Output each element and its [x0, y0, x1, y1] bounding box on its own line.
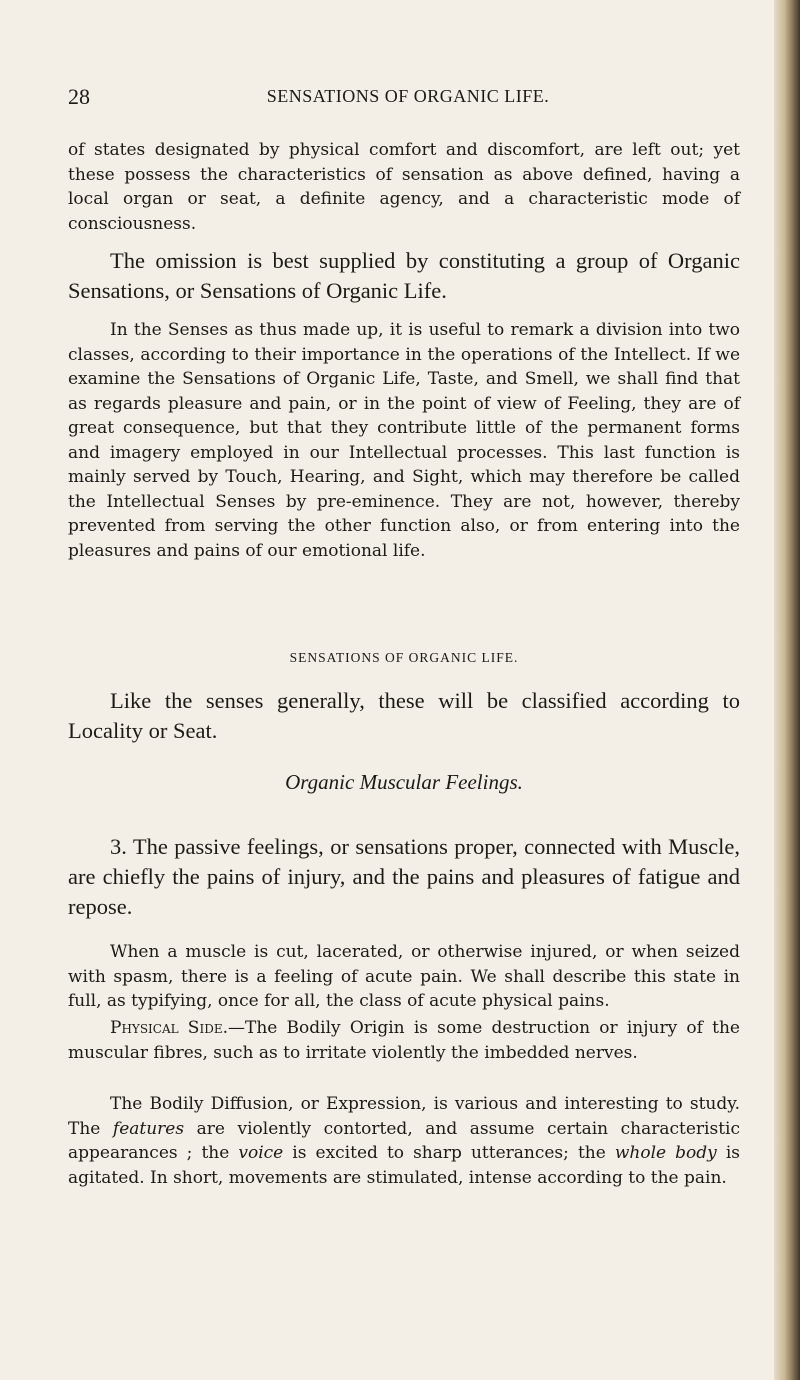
paragraph-5: 3. The passive feelings, or sensations proper, connected with Muscle, are chiefly the pains of injury, and the pains and pleasures of fatigue and repose. [68, 834, 740, 919]
page-number: 28 [68, 84, 90, 109]
paragraph-8-part-b: are violently contorted, and assume certain characteristic appearances ; the [68, 1118, 740, 1163]
page-header [68, 84, 748, 112]
emphasis-voice: voice [238, 1143, 284, 1163]
subheading-organic-muscular-feelings: Organic Muscular Feelings. [285, 770, 523, 794]
paragraph-7 [68, 1016, 740, 1065]
physical-side-label: Physical Side. [110, 1018, 228, 1038]
paragraph-1: of states designated by physical comfort and discomfort, are left out; yet these possess the characteristics of sensation as above defined, having a local organ or seat, a definite agency, and a characteristic mode of consciousness. [68, 140, 740, 234]
paragraph-7-text: —The Bodily Origin is some destruction or injury of the muscular fibres, such as to irritate violently the imbedded nerves. [68, 1018, 740, 1063]
running-head: SENSATIONS OF ORGANIC LIFE. [266, 86, 550, 106]
paragraph-3: In the Senses as thus made up, it is useful to remark a division into two classes, according to their importance in the operations of the Intellect. If we examine the Sensations of Organic Life, Taste, and Smell, we shall find that as regards pleasure and pain, or in the point of view of Feeling, they are of great consequence, but that they contribute little of the permanent forms and imagery employed in our Intellectual processes. This last function is mainly served by Touch, Hearing, and Sight, which may therefore be called the Intellectual Senses by pre-eminence. They are not, however, thereby prevented from serving the other function also, or from entering into the pleasures and pains of our emotional life. [68, 320, 740, 561]
paragraph-8 [68, 1092, 740, 1190]
page-edge-shadow [774, 0, 800, 1380]
paragraph-2: The omission is best supplied by constituting a group of Organic Sensations, or Sensations of Organic Life. [68, 248, 740, 303]
emphasis-whole-body: whole body [614, 1143, 717, 1163]
paragraph-8-part-d: is agitated. In short, movements are stimulated, intense according to the pain. [68, 1143, 740, 1188]
paragraph-8-part-c: is excited to sharp utterances; the [283, 1143, 615, 1163]
paragraph-4: Like the senses generally, these will be classified according to Locality or Seat. [68, 688, 740, 743]
section-heading: SENSATIONS OF ORGANIC LIFE. [289, 650, 519, 665]
paragraph-6: When a muscle is cut, lacerated, or otherwise injured, or when seized with spasm, there is a feeling of acute pain. We shall describe this state in full, as typifying, once for all, the class of acute physical pains. [68, 942, 740, 1011]
paragraph-8-part-a: The Bodily Diffusion, or Expression, is various and interesting to study. The [68, 1094, 740, 1139]
emphasis-features: features [112, 1118, 185, 1139]
